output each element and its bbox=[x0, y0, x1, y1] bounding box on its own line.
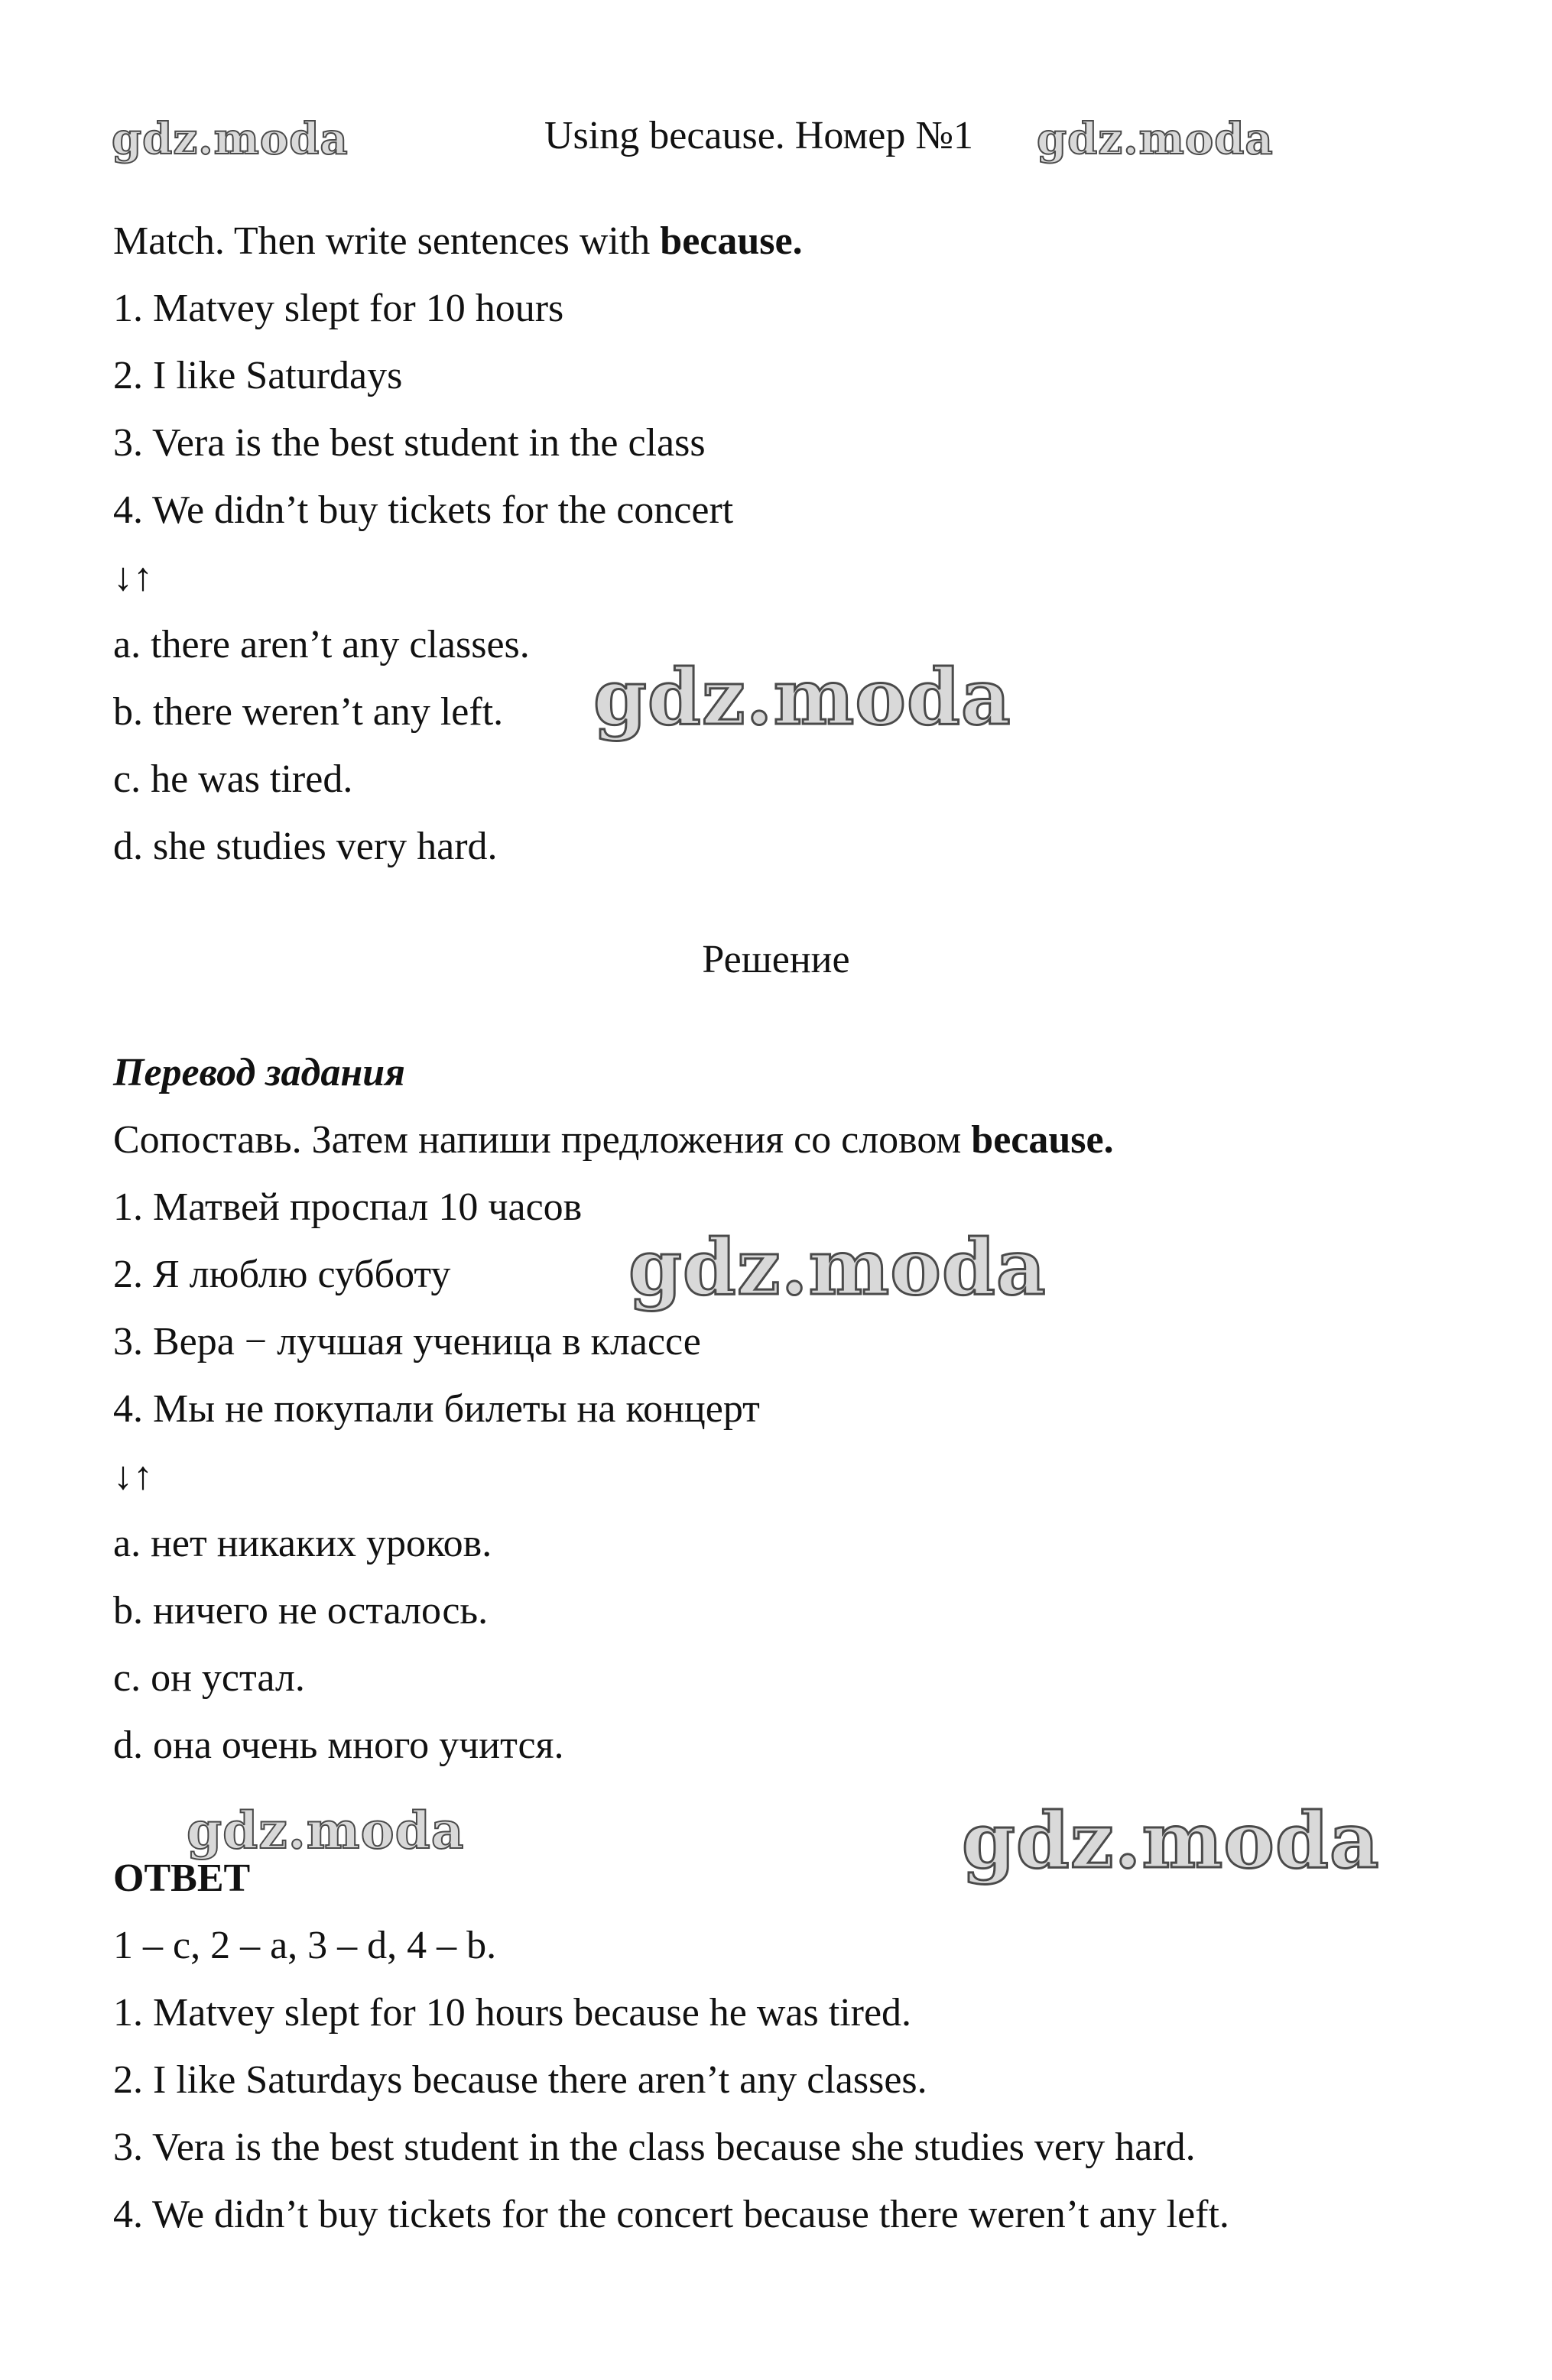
answer-sentence: 4. We didn’t buy tickets for the concert because there weren’t any left. bbox=[113, 2193, 1229, 2236]
task-instruction bbox=[113, 219, 803, 264]
task-option: b. there weren’t any left. bbox=[113, 690, 504, 734]
answer-heading: ОТВЕТ bbox=[113, 1856, 251, 1900]
translation-item: 1. Матвей проспал 10 часов bbox=[113, 1185, 583, 1229]
translation-option: b. ничего не осталось. bbox=[113, 1589, 489, 1633]
match-arrows: ↓↑ bbox=[113, 556, 153, 599]
task-item: 1. Matvey slept for 10 hours bbox=[113, 287, 564, 330]
answer-sentence: 2. I like Saturdays because there aren’t any classes. bbox=[113, 2058, 927, 2102]
answer-sentence: 1. Matvey slept for 10 hours because he was tired. bbox=[113, 1991, 912, 2035]
translation-instruction-keyword: because. bbox=[971, 1118, 1114, 1162]
watermark-logo: gdz.moda bbox=[593, 652, 1011, 742]
translation-option: d. она очень много учится. bbox=[113, 1723, 564, 1767]
watermark-logo: gdz.moda bbox=[628, 1222, 1047, 1312]
translation-instruction bbox=[113, 1117, 1114, 1163]
task-instruction-keyword: because. bbox=[660, 219, 803, 263]
translation-heading: Перевод задания bbox=[113, 1051, 405, 1094]
watermark-logo: gdz.moda bbox=[962, 1795, 1380, 1886]
solution-heading: Решение bbox=[702, 938, 850, 981]
task-instruction-text: Match. Then write sentences with bbox=[113, 219, 651, 263]
task-item: 2. I like Saturdays bbox=[113, 354, 403, 397]
watermark-logo: gdz.moda bbox=[112, 114, 349, 164]
task-item: 3. Vera is the best student in the class bbox=[113, 421, 706, 465]
task-option: c. he was tired. bbox=[113, 757, 353, 801]
task-option: d. she studies very hard. bbox=[113, 825, 498, 868]
translation-item: 2. Я люблю субботу bbox=[113, 1253, 451, 1296]
translation-item: 3. Вера − лучшая ученица в классе bbox=[113, 1320, 701, 1363]
watermark-logo: gdz.moda bbox=[187, 1801, 465, 1860]
translation-item: 4. Мы не покупали билеты на концерт bbox=[113, 1387, 760, 1431]
task-item: 4. We didn’t buy tickets for the concert bbox=[113, 488, 734, 532]
answer-sentence: 3. Vera is the best student in the class because she studies very hard. bbox=[113, 2125, 1196, 2169]
translation-option: c. он устал. bbox=[113, 1656, 305, 1700]
page-header-title bbox=[544, 113, 973, 159]
header-title-text: Using because. Номер №1 bbox=[544, 114, 973, 157]
answer-matches: 1 – c, 2 – a, 3 – d, 4 – b. bbox=[113, 1924, 497, 1967]
watermark-logo: gdz.moda bbox=[1037, 114, 1274, 164]
match-arrows: ↓↑ bbox=[113, 1454, 153, 1498]
task-option: a. there aren’t any classes. bbox=[113, 623, 530, 666]
translation-instruction-text: Сопоставь. Затем напиши предложения со словом bbox=[113, 1118, 962, 1162]
translation-option: a. нет никаких уроков. bbox=[113, 1522, 492, 1565]
